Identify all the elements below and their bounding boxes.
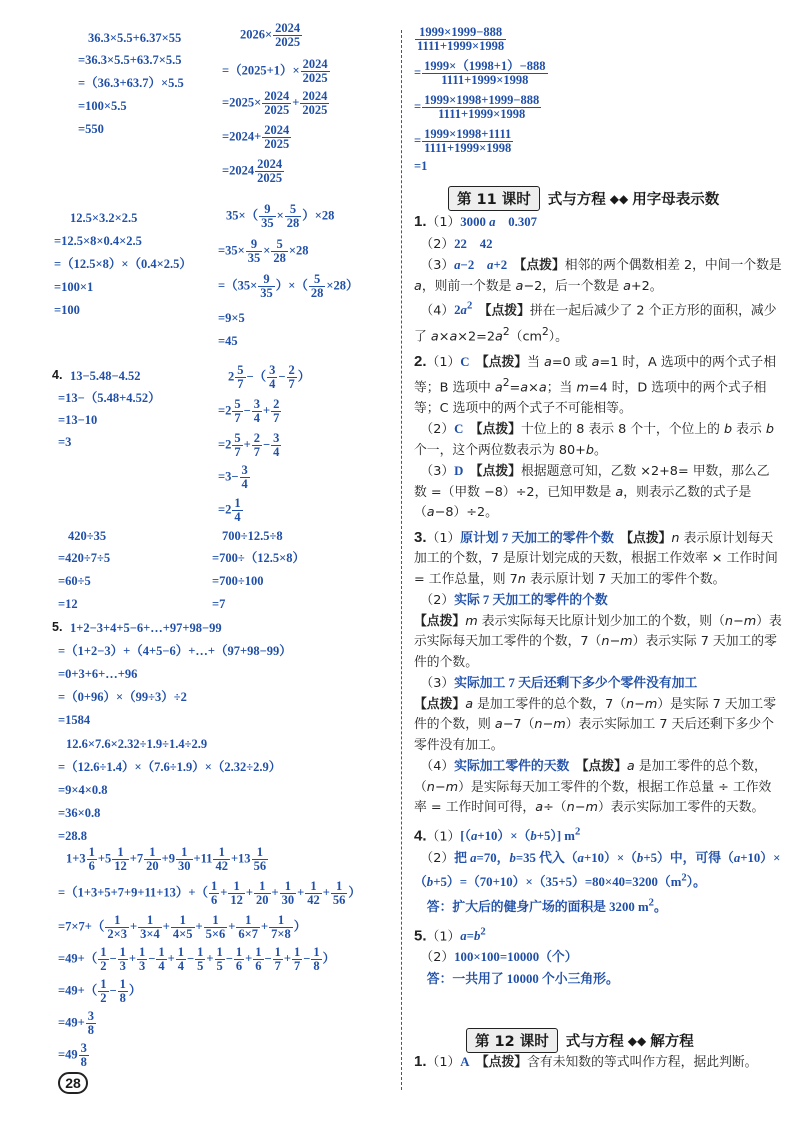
calc-line: =（0+96）×（99÷3）÷2 [58, 690, 187, 704]
calc-line: =3 [58, 435, 72, 449]
calc-line: =（36.3+63.7）×5.5 [78, 76, 184, 90]
question-number: 4. [52, 368, 63, 382]
fraction: $\frac{1}{6}$ [235, 945, 243, 973]
calc-line: =（1+3+5+7+9+11+13）+（ $\frac{1}{6}$ + $\frac{1}{12}$ + $\frac{1}{20}$ + $\frac{1}{30}$ + $\frac{1}{42}$ + $\frac{1}{56}$ ） [58, 879, 361, 907]
calc-line: =1 [414, 159, 428, 173]
fraction: $\frac{1}{4}$ [177, 945, 184, 973]
calc-line: =9×5 [218, 311, 245, 325]
calc-line: =49+ $\frac{3}{8}$ [58, 1009, 94, 1037]
calc-line: =700÷100 [212, 574, 264, 588]
calc-line: 1+3 $\frac{1}{6}$ +5 $\frac{1}{12}$ +7 $\frac{1}{20}$ +9 $\frac{1}{30}$ +11 $\frac{1}{42}$ +13 $\frac{1}{56}$ [66, 845, 267, 873]
calc-line: 420÷35 [68, 529, 107, 543]
lesson-number: 第 12 课时 [466, 1028, 558, 1053]
fraction: $\frac{1}{42}$ [307, 879, 320, 907]
fraction: $\frac{1}{20}$ [146, 845, 159, 873]
calc-line: =（1+2−3）+（4+5−6）+…+（97+98−99） [58, 644, 292, 658]
fraction: $\frac{1}{8}$ [119, 977, 126, 1005]
fraction: $\frac{1}{4}$ [158, 945, 165, 973]
calc-line: =（12.6÷1.4）×（7.6÷1.9）×（2.32÷2.9） [58, 760, 282, 774]
fraction: $\frac{1}{5}$ [216, 945, 223, 973]
fraction: $\frac{3}{8}$ [80, 1041, 87, 1069]
calc-line: =7 [212, 597, 226, 611]
calc-line: =100×5.5 [78, 99, 127, 113]
calc-line: =36×0.8 [58, 806, 101, 820]
calc-line: $\frac{1999\times 1999-888}{1111+1999\times 1998}$ [417, 25, 505, 53]
double-arrow-icon: ◆◆ [627, 1033, 647, 1048]
calc-line: = $\frac{1999\times(1998+1)-888}{1111+1999\times 1998}$ [414, 59, 546, 87]
fraction: $\frac{1}{20}$ [256, 879, 269, 907]
answers-lesson-12: 1.（1）A 【点拨】含有未知数的等式叫作方程，据此判断。 [414, 1053, 758, 1070]
calc-line: =13−10 [58, 413, 98, 427]
calc-line: =35× $\frac{9}{35}$ × $\frac{5}{28}$ ×28 [218, 237, 309, 265]
calc-line: =12.5×8×0.4×2.5 [54, 234, 142, 248]
fraction: $\frac{1}{12}$ [230, 879, 243, 907]
fraction: $\frac{1}{8}$ [313, 945, 320, 973]
calc-line: =45 [218, 334, 238, 348]
calc-line: 35×（ $\frac{9}{35}$ × $\frac{5}{28}$ ）×28 [226, 202, 335, 230]
fraction: $\frac{1}{42}$ [215, 845, 228, 873]
calc-line: =49 $\frac{3}{8}$ [58, 1041, 87, 1069]
calc-line: 2026× $\frac{2024}{2025}$ [240, 21, 301, 49]
calc-line: =13−（5.48+4.52） [58, 391, 161, 405]
fraction: $\frac{1}{3}$ [139, 945, 146, 973]
lesson-header: 第 12 课时 式与方程 ◆◆ 解方程 [466, 1028, 694, 1053]
page-number: 28 [58, 1072, 88, 1094]
calc-line: 700÷12.5÷8 [222, 529, 283, 543]
calc-line: =49+（ $\frac{1}{2}$ − $\frac{1}{3}$ + $\frac{1}{3}$ − $\frac{1}{4}$ + $\frac{1}{4}$ − $\frac{1}{5}$ + $\frac{1}{5}$ − $\frac{1}{6}$ + $\frac{1}{6}$ − $\frac{1}{7}$ + $\frac{1}{7}$ − $\frac{1}{8}$ ） [58, 945, 336, 973]
fraction: $\frac{1}{12}$ [114, 845, 127, 873]
calc-line: =9×4×0.8 [58, 783, 108, 797]
calc-line: = $\frac{1999\times 1998+1111}{1111+1999\times 1998}$ [414, 127, 512, 155]
column-divider [401, 30, 402, 1090]
fraction: $\frac{1}{2}$ [100, 977, 107, 1005]
calc-line: =700÷（12.5×8） [212, 551, 305, 565]
fraction: $\frac{1}{3}$ [119, 945, 126, 973]
calc-line: =（12.5×8）×（0.4×2.5） [54, 257, 192, 271]
calc-line: =100×1 [54, 280, 94, 294]
calc-line: 12.6×7.6×2.32÷1.9÷1.4÷2.9 [66, 737, 208, 751]
double-arrow-icon: ◆◆ [609, 191, 629, 206]
calc-line: =2024+ $\frac{2024}{2025}$ [222, 123, 290, 151]
fraction: $\frac{1}{6}$ [211, 879, 218, 907]
fraction: $\frac{1}{56}$ [332, 879, 346, 907]
fraction: $\frac{1}{2}$ [100, 945, 107, 973]
calc-line: =2 $\frac{5}{7}$ + $\frac{2}{7}$ − $\frac{3}{4}$ [218, 431, 280, 459]
answers-lesson-11: 1.（1）3000 a 0.307 （2）22 42 （3）a−2 a+2 【点拨】相邻的两个偶数相差 2，中间一个数是 a，则前一个数是 a−2，后一个数是 a+2。 $(4)2a^2$ 【点拨】拼在一起后减少了 2 个正方形的面积，减少了 $a\times a\times 2=2a^2(cm^2)$。 2.（1）C 【点拨】当 a=0 或 a=1 时，A 选项中的两个式子相等；B 选项中 $a^2=a\times a$；当 m=4 时，D 选项中的两个式子相等；C 选项中的两个式子不可能相等。 （2）C 【点拨】十位上的 8 表示 8 个十，个位上的 b 表示 b 个一，这个两位数表示为 80+b。 （3）D 【点拨】根据题意可知，乙数 ×2+8= 甲数，那么乙数 =（甲数 −8）÷2，已知甲数是 a，则表示乙数的式子是（a−8）÷2。 3.（1）原计划 7 天加工的零件个数 【点拨】n 表示原计划每天加工的个数，7 是原计划完成的天数，根据工作效率 × 工作时间 = 工作总量，则 7n 表示原计划 7 天加工的零件个数。 （2）实际 7 天加工的零件的个数 【点拨】m 表示实际每天比原计划少加工的个数，则（n−m）表示实际每天加工零件的个数，7（n−m）表示实际 7 天加工的零件的个数。 （3）实际加工 7 天后还剩下多少个零件没有加工 【点拨】a 是加工零件的总个数，7（n−m）是实际 7 天加工零件的个数，则 a−7（n−m）表示实际加工 7 天后还剩下多少个零件没有加工。 （4）实际加工零件的天数 【点拨】a 是加工零件的总个数，（n−m）是实际每天加工零件的个数，根据工作总量 ÷ 工作效率 = 工作时间可得，a÷（n−m）表示实际加工零件的天数。 4.（1）[（a+10）×（b+5）] $m^2$ （2）把 a=70，b=35 代入（a+10）×（b+5）中，可得$(a+10)\times(b+5)=(70+10)\times(35+5)=80\times 40=3200(m^2)$。 答：扩大后的健身广场的面积是 3200 $m^2$。 $5.(1)a=b^2$ （2）100×100=10000（个） 答：一共用了 10000 个小三角形。 [414, 213, 782, 986]
calc-line: =2 $\frac{1}{4}$ [218, 496, 241, 524]
calc-line: =（35× $\frac{9}{35}$ ）×（ $\frac{5}{28}$ ×28） [218, 272, 359, 300]
calc-line: =28.8 [58, 829, 87, 843]
fraction: $\frac{1}{6\times 7}$ [238, 913, 258, 941]
fraction: $\frac{1}{7}$ [294, 945, 301, 973]
fraction: $\frac{1}{56}$ [253, 845, 267, 873]
lesson-header: 第 11 课时 式与方程 ◆◆ 用字母表示数 [448, 186, 719, 211]
calc-line: =60÷5 [58, 574, 91, 588]
calc-line: =2 $\frac{5}{7}$ − $\frac{3}{4}$ + $\frac{2}{7}$ [218, 397, 280, 425]
calc-line: =3− $\frac{3}{4}$ [218, 463, 248, 491]
calc-line: =100 [54, 303, 80, 317]
fraction: $\frac{1}{7}$ [274, 945, 281, 973]
calc-line: =（2025+1）× $\frac{2024}{2025}$ [222, 57, 328, 85]
calc-line: 1+2−3+4+5−6+…+97+98−99 [70, 621, 222, 635]
fraction: $\frac{1}{6}$ [255, 945, 262, 973]
calc-line: = $\frac{1999\times 1998+1999-888}{1111+1999\times 1998}$ [414, 93, 540, 121]
lesson-number: 第 11 课时 [448, 186, 540, 211]
fraction: $\frac{1}{30}$ [178, 845, 191, 873]
calc-line: =49+（ $\frac{1}{2}$ − $\frac{1}{8}$ ） [58, 977, 142, 1005]
calc-line: =12 [58, 597, 78, 611]
calc-line: =36.3×5.5+63.7×5.5 [78, 53, 182, 67]
calc-line: 36.3×5.5+6.37×55 [88, 31, 182, 45]
fraction: $\frac{1}{5}$ [197, 945, 204, 973]
fraction: $\frac{1}{2\times 3}$ [107, 913, 127, 941]
fraction: $\frac{1}{5\times 6}$ [205, 913, 226, 941]
fraction: $\frac{1}{3\times 4}$ [140, 913, 160, 941]
fraction: $\frac{1}{7\times 8}$ [271, 913, 291, 941]
fraction: $\frac{1}{4\times 5}$ [172, 913, 193, 941]
calc-line: =0+3+6+…+96 [58, 667, 138, 681]
calc-line: =550 [78, 122, 104, 136]
calc-line: 2 $\frac{5}{7}$ −（ $\frac{3}{4}$ − $\frac{2}{7}$ ） [228, 363, 311, 391]
calc-line: =7×7+（ $\frac{1}{2\times 3}$ + $\frac{1}{3\times 4}$ + $\frac{1}{4\times 5}$ + $\frac{1}{5\times 6}$ + $\frac{1}{6\times 7}$ + $\frac{1}{7\times 8}$ ） [58, 913, 307, 941]
calc-line: =2024 $\frac{2024}{2025}$ [222, 157, 283, 185]
calc-line: =2025× $\frac{2024}{2025}$ + $\frac{2024}{2025}$ [222, 89, 328, 117]
fraction: $\frac{1}{6}$ [88, 845, 95, 873]
calc-line: =420÷7÷5 [58, 551, 111, 565]
calc-line: 12.5×3.2×2.5 [70, 211, 138, 225]
question-number: 5. [52, 620, 63, 634]
fraction: $\frac{1}{30}$ [281, 879, 295, 907]
fraction: $\frac{3}{8}$ [87, 1009, 94, 1037]
calc-line: 13−5.48−4.52 [70, 369, 141, 383]
calc-line: =1584 [58, 713, 91, 727]
